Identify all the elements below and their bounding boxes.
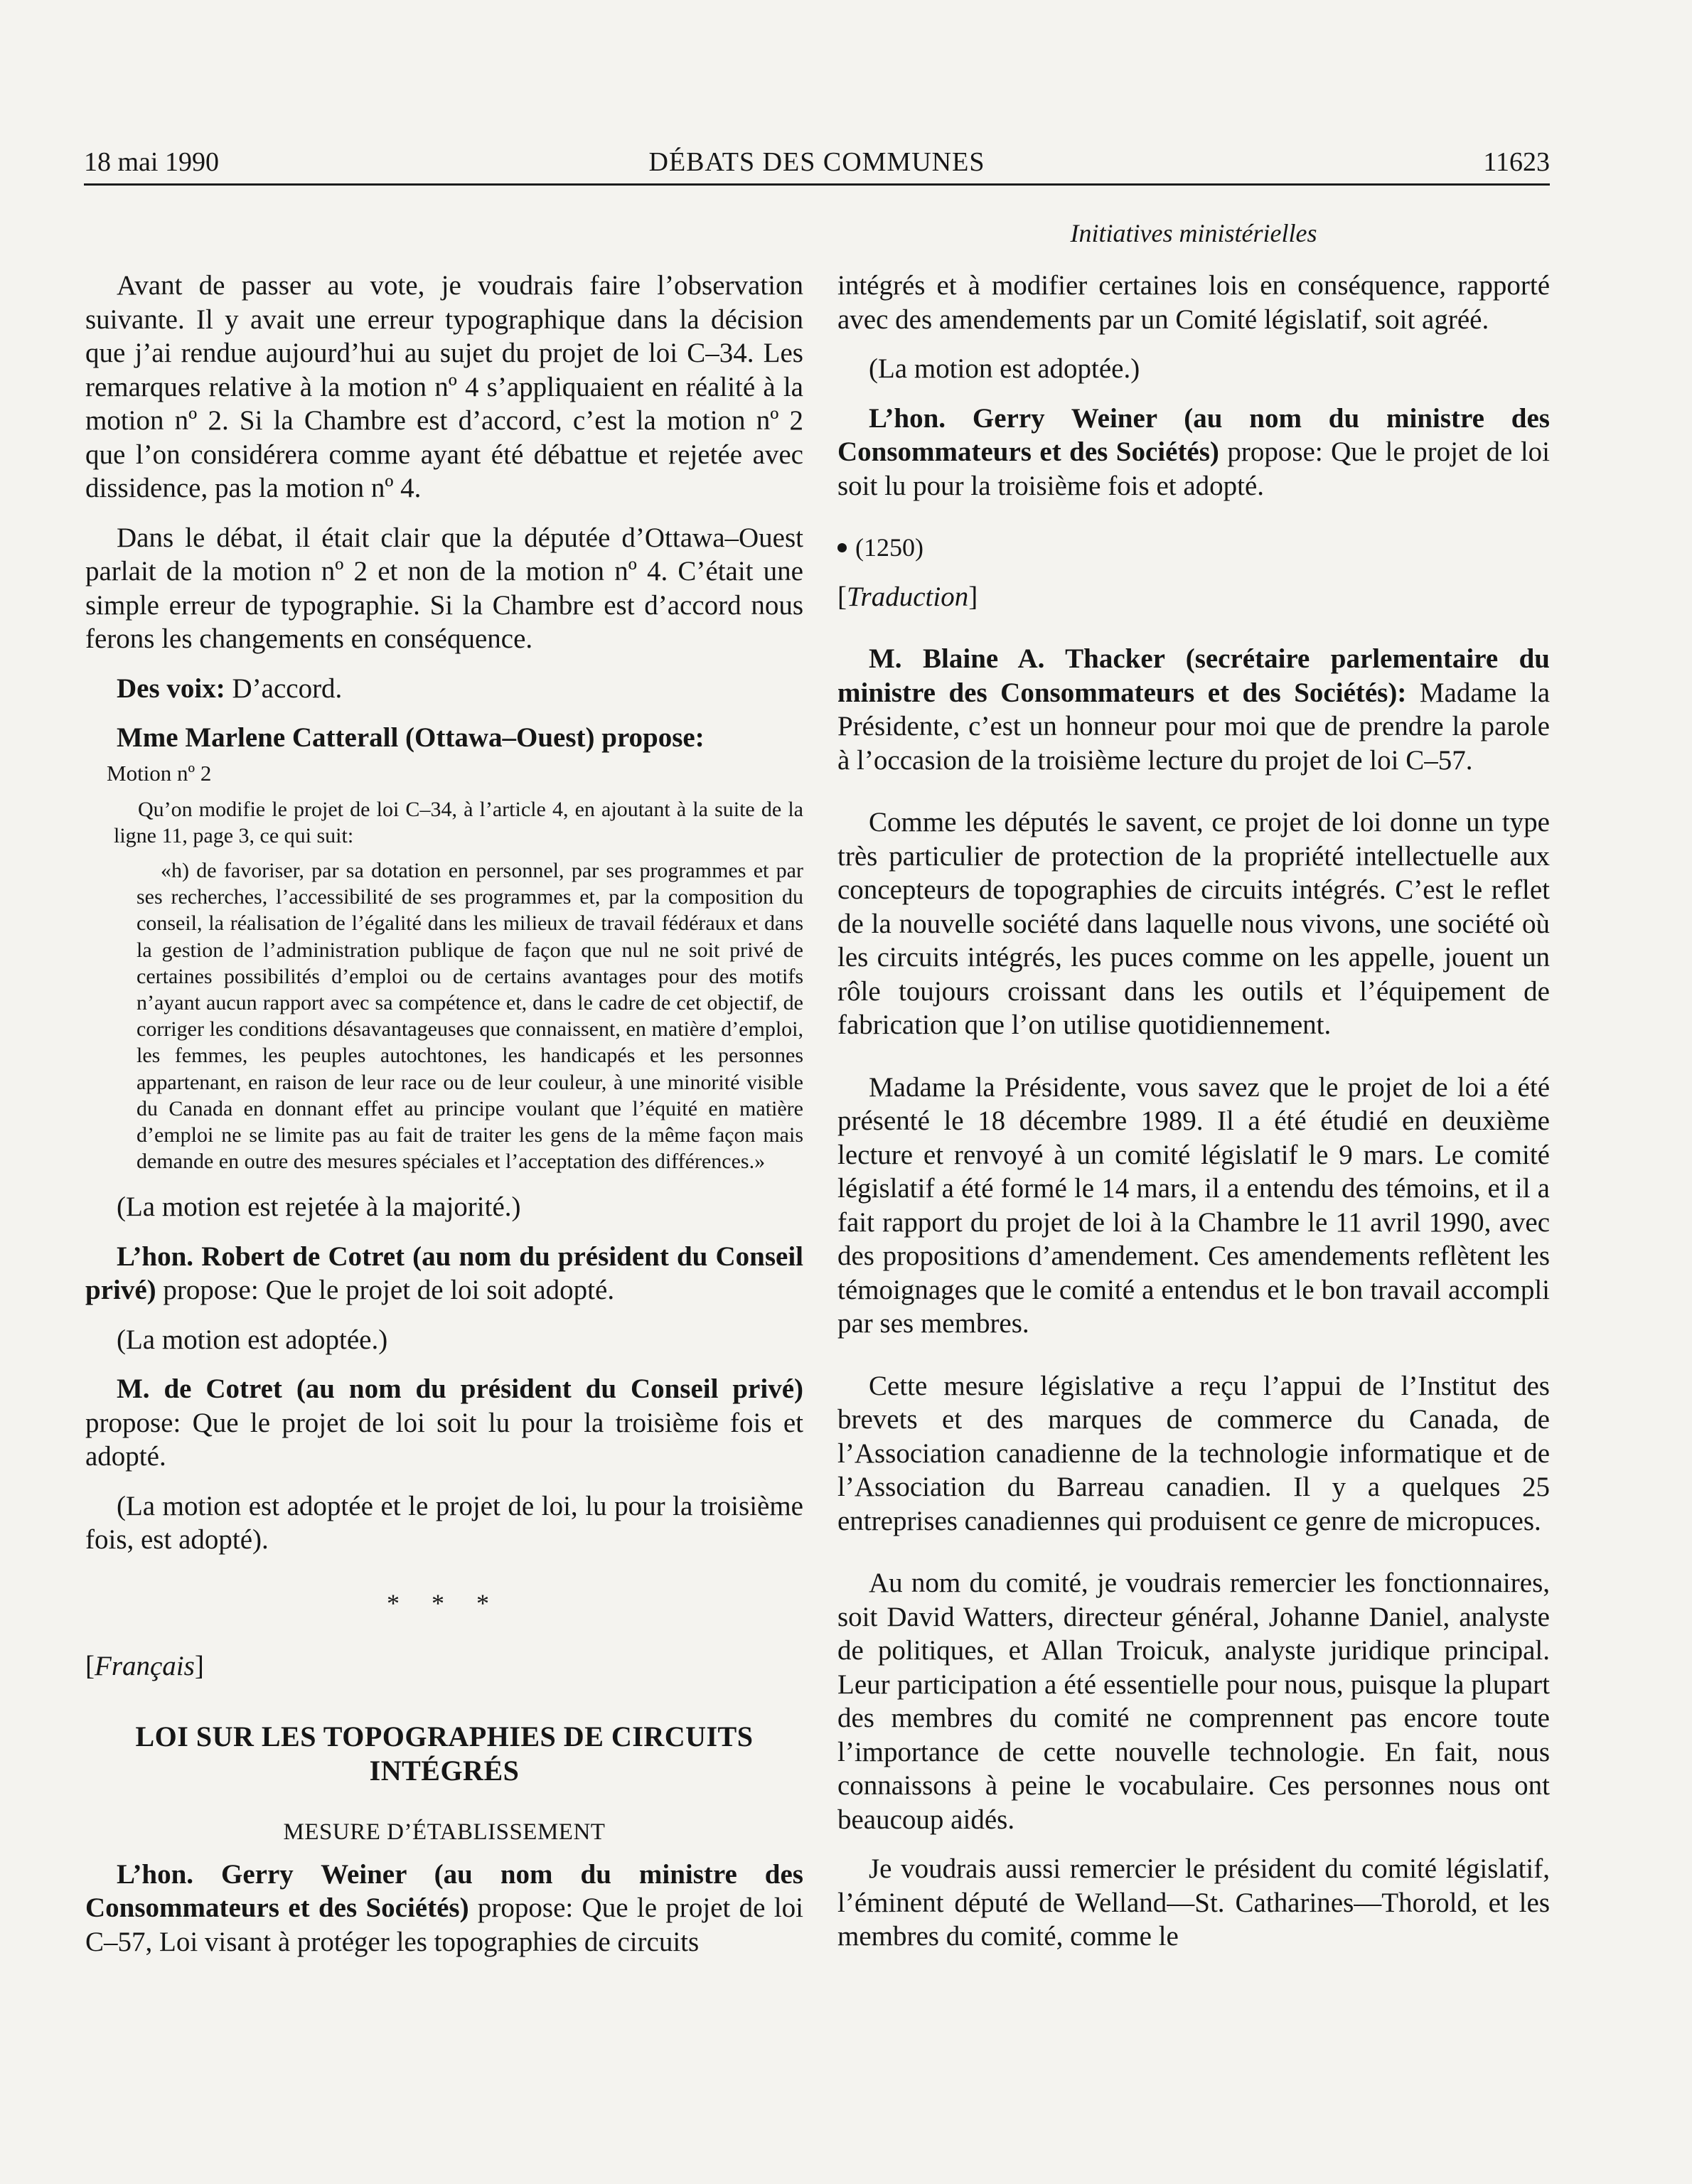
speech-text: D’accord.: [225, 673, 343, 704]
paragraph: (La motion est adoptée et le projet de loi, lu pour la troisième fois, est adopté).: [85, 1490, 803, 1556]
speaker-name: Des voix:: [117, 673, 225, 704]
page-number: 11623: [1483, 147, 1550, 177]
left-column: [85, 269, 803, 1959]
header-rule: [84, 183, 1550, 186]
header-title: DÉBATS DES COMMUNES: [648, 147, 985, 177]
paragraph: [837, 402, 1550, 503]
paragraph: (La motion est rejetée à la majorité.): [117, 1192, 521, 1223]
motion-label: Motion nº 2: [107, 760, 212, 786]
bullet-icon: [837, 543, 847, 552]
paragraph: (La motion est adoptée.): [869, 353, 1140, 384]
running-head: [84, 144, 1550, 181]
timestamp: (1250): [837, 531, 1550, 564]
paragraph: (La motion est adoptée.): [117, 1324, 388, 1355]
subsection-heading: MESURE D’ÉTABLISSEMENT: [283, 1819, 606, 1845]
paragraph: [85, 1858, 803, 1959]
language-tag: [Français]: [85, 1650, 204, 1681]
speaker-name: L’hon. Robert de Cotret (au nom du président du Conseil privé): [85, 1241, 803, 1306]
speaker-name: Mme Marlene Catterall (Ottawa–Ouest) propose:: [117, 722, 705, 753]
speech-text: propose: Que le projet de loi soit lu pour la troisième fois et adopté.: [837, 437, 1550, 501]
paragraph: intégrés et à modifier certaines lois en conséquence, rapporté avec des amendements par un Comité législatif, soit agréé.: [837, 270, 1550, 335]
paragraph: Je voudrais aussi remercier le président du comité législatif, l’éminent député de Welland—St. Catharines—Thorold, et les membres du comité, comme le: [837, 1853, 1550, 1952]
speaker-name: L’hon. Gerry Weiner (au nom du ministre des Consommateurs et des Sociétés): [85, 1858, 803, 1924]
paragraph: [85, 1240, 803, 1307]
paragraph: Avant de passer au vote, je voudrais faire l’observation suivante. Il y avait une erreur typographique dans la décision que j’ai rendue aujourd’hui au sujet du projet de loi C–34. Les remarques relative à la motion nº 4 s’appliquaient en réalité à la motion nº 2. Si la Chambre est d’accord, c’est la motion nº 2 que l’on considérera comme ayant été débattue et rejetée avec dissidence, pas la motion nº 4.: [85, 270, 803, 503]
paragraph: [85, 672, 803, 706]
right-column: [837, 269, 1550, 1954]
speech-text: propose: Que le projet de loi soit adopté.: [156, 1275, 615, 1306]
paragraph: [837, 642, 1550, 777]
speech-text: propose: Que le projet de loi soit lu pour la troisième fois et adopté.: [85, 1407, 803, 1472]
paragraph: Au nom du comité, je voudrais remercier les fonctionnaires, soit David Watters, directeur général, Johanne Daniel, analyste de politiques, et Allan Troicuk, analyste juridique principal. Leur participation a été essentielle pour nous, puisque la plupart des membres du comité ne comprennent pas encore toute l’importance de cette nouvelle technologie. En fait, nous connaissons à peine le vocabulaire. Ces personnes nous ont beaucoup aidés.: [837, 1568, 1550, 1835]
speech-text: propose: Que le projet de loi C–57, Loi visant à protéger les topographies de circuits: [85, 1893, 803, 1957]
paragraph: Comme les députés le savent, ce projet de loi donne un type très particulier de protection de la propriété intellectuelle aux concepteurs de topographies de circuits intégrés. C’est le reflet de la nouvelle société dans laquelle nous vivons, une société où les circuits intégrés, les puces comme on les appelle, jouent un rôle toujours croissant dans les outils et l’équipement de fabrication que l’on utilise quotidiennement.: [837, 807, 1550, 1040]
paragraph: Madame la Présidente, vous savez que le projet de loi a été présenté le 18 décembre 1989. Il a été étudié en deuxième lecture et renvoyé à un comité législatif le 9 mars. Le comité législatif a été formé le 14 mars, il a entendu des témoins, et il a fait rapport du projet de loi à la Chambre le 11 avril 1990, avec des propositions d’amendement. Ces amendements reflètent les témoignages que le comité a entendus et le bon travail accompli par ses membres.: [837, 1071, 1550, 1339]
paragraph: Cette mesure législative a reçu l’appui de l’Institut des brevets et des marques de commerce du Canada, de l’Association canadienne de la technologie informatique et de l’Association du Barreau canadien. Il y a quelques 25 entreprises canadiennes qui produisent ce genre de micropuces.: [837, 1370, 1550, 1536]
language-tag: [Traduction]: [837, 582, 978, 612]
paragraph: [85, 721, 803, 755]
section-separator: * * *: [387, 1588, 502, 1617]
bill-title: LOI SUR LES TOPOGRAPHIES DE CIRCUITS INTÉGRÉS: [135, 1720, 754, 1787]
motion-quote: «h) de favoriser, par sa dotation en personnel, par ses programmes et par ses recherches, l’accessibilité de ses programmes et, par la composition du conseil, la réalisation de l’égalité dans les milieux de travail fédéraux et dans la gestion de l’administration publique de façon que nul ne soit privé de certaines possibilités d’emploi ou de certains avantages pour des motifs n’ayant aucun rapport avec sa compétence et, dans le cadre de cet objectif, de corriger les conditions désavantageuses que connaissent, en matière d’emploi, les femmes, les peuples autochtones, les handicapés et les personnes appartenant, en raison de leur race ou de leur couleur, à une minorité visible du Canada en donnant effet au principe voulant que l’équité en matière d’emploi ne se limite pas au fait de traiter les gens de la même façon mais demande en outre des mesures spéciales et l’acceptation des différences.»: [136, 858, 803, 1174]
speech-text: Madame la Présidente, c’est un honneur pour moi que de prendre la parole à l’occasion de la troisième lecture du projet de loi C–57.: [837, 677, 1551, 776]
speaker-name: L’hon. Gerry Weiner (au nom du ministre des Consommateurs et des Sociétés): [837, 402, 1550, 467]
speaker-name: M. Blaine A. Thacker (secrétaire parlementaire du ministre des Consommateurs et des Sociétés):: [837, 643, 1550, 708]
section-heading: Initiatives ministérielles: [1070, 219, 1317, 247]
header-date: 18 mai 1990: [84, 147, 219, 177]
paragraph: [85, 1372, 803, 1474]
speaker-name: M. de Cotret (au nom du président du Conseil privé): [117, 1374, 803, 1405]
motion-intro: Qu’on modifie le projet de loi C–34, à l’article 4, en ajoutant à la suite de la ligne 11, page 3, ce qui suit:: [114, 797, 803, 847]
paragraph: Dans le débat, il était clair que la députée d’Ottawa–Ouest parlait de la motion nº 2 et non de la motion nº 4. C’était une simple erreur de typographie. Si la Chambre est d’accord nous ferons les changements en conséquence.: [85, 522, 803, 654]
